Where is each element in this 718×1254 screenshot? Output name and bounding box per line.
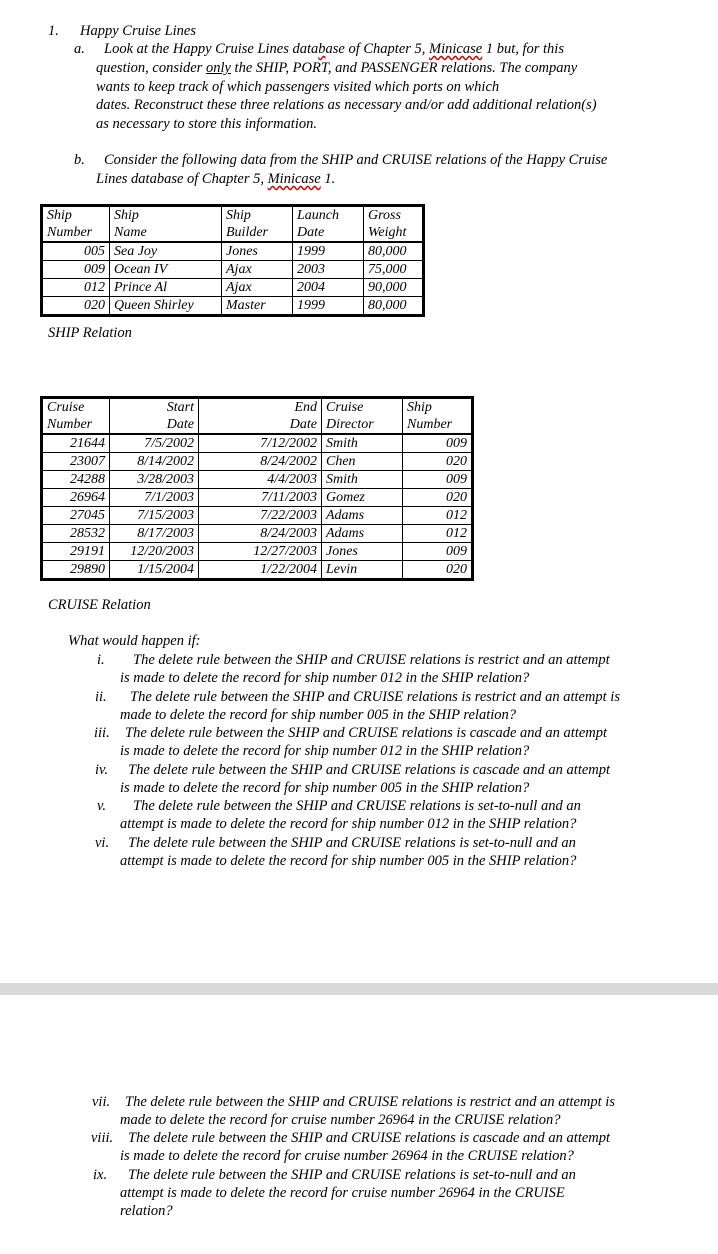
start-date-cell: 12/20/2003 <box>110 543 199 561</box>
ship-number-cell: 009 <box>43 261 110 279</box>
ship-builder-cell: Ajax <box>222 279 293 297</box>
table-row <box>43 525 472 543</box>
cruise-number-cell: 29191 <box>43 543 110 561</box>
ship-builder-cell: Ajax <box>222 261 293 279</box>
ship-number-cell: 012 <box>403 525 472 543</box>
ship-header-cell: Ship Number <box>43 207 110 243</box>
gross-weight-cell: 80,000 <box>364 242 423 261</box>
question-line: The delete rule between the SHIP and CRUISE relations is restrict and an attempt is <box>130 689 620 705</box>
table-row <box>43 471 472 489</box>
cruise-header-cell: Ship Number <box>403 399 472 435</box>
gross-weight-cell: 80,000 <box>364 297 423 315</box>
end-date-cell: 7/11/2003 <box>199 489 322 507</box>
cruise-header-cell: End Date <box>199 399 322 435</box>
question-line: made to delete the record for ship number 005 in the SHIP relation? <box>120 707 517 723</box>
ship-header-cell: Ship Name <box>110 207 222 243</box>
start-date-cell: 8/17/2003 <box>110 525 199 543</box>
cruise-number-cell: 27045 <box>43 507 110 525</box>
ship-table-header <box>43 207 423 243</box>
cruise-header-cell: Cruise Number <box>43 399 110 435</box>
table-row <box>43 489 472 507</box>
page-separator <box>0 983 718 995</box>
table-row <box>43 279 423 297</box>
cruise-director-cell: Jones <box>322 543 403 561</box>
end-date-cell: 12/27/2003 <box>199 543 322 561</box>
start-date-cell: 7/1/2003 <box>110 489 199 507</box>
ship-header-cell: Launch Date <box>293 207 364 243</box>
question-line: The delete rule between the SHIP and CRUISE relations is cascade and an attempt <box>128 1130 611 1146</box>
start-date-cell: 7/5/2002 <box>110 434 199 453</box>
end-date-cell: 7/22/2003 <box>199 507 322 525</box>
ship-header-cell: Ship Builder <box>222 207 293 243</box>
question-line: is made to delete the record for ship number 005 in the SHIP relation? <box>120 780 530 796</box>
cruise-table-header <box>43 399 472 435</box>
question-label: i. <box>97 652 105 668</box>
cruise-table <box>42 398 472 579</box>
cruise-director-cell: Smith <box>322 471 403 489</box>
ship-table <box>42 206 423 315</box>
ship-number-cell: 005 <box>43 242 110 261</box>
question-label: v. <box>97 798 106 814</box>
ship-name-cell: Sea Joy <box>110 242 222 261</box>
ship-number-cell: 009 <box>403 471 472 489</box>
cruise-director-cell: Gomez <box>322 489 403 507</box>
part-b-label: b. <box>74 152 85 168</box>
ship-name-cell: Queen Shirley <box>110 297 222 315</box>
cruise-director-cell: Smith <box>322 434 403 453</box>
cruise-number-cell: 28532 <box>43 525 110 543</box>
ship-header-cell: Gross Weight <box>364 207 423 243</box>
launch-date-cell: 2004 <box>293 279 364 297</box>
table-row <box>43 507 472 525</box>
part-a-line-5: as necessary to store this information. <box>96 116 317 132</box>
question-line: The delete rule between the SHIP and CRUISE relations is cascade and an attempt <box>125 725 608 741</box>
part-a-line-2: question, consider only the SHIP, PORT, and PASSENGER relations. The company <box>96 60 578 76</box>
cruise-table-caption: CRUISE Relation <box>48 597 151 613</box>
question-line: The delete rule between the SHIP and CRUISE relations is set-to-null and an <box>133 798 581 814</box>
question-label: iii. <box>94 725 110 741</box>
question-label: viii. <box>91 1130 114 1146</box>
ship-number-cell: 020 <box>43 297 110 315</box>
cruise-director-cell: Chen <box>322 453 403 471</box>
gross-weight-cell: 90,000 <box>364 279 423 297</box>
question-label: iv. <box>95 762 109 778</box>
ship-name-cell: Prince Al <box>110 279 222 297</box>
launch-date-cell: 1999 <box>293 242 364 261</box>
ship-number-cell: 012 <box>43 279 110 297</box>
part-b-line-1: Consider the following data from the SHIP and CRUISE relations of the Happy Cruise <box>104 152 608 168</box>
ship-number-cell: 020 <box>403 561 472 579</box>
table-row <box>43 261 423 279</box>
table-row <box>43 453 472 471</box>
end-date-cell: 7/12/2002 <box>199 434 322 453</box>
question-line: is made to delete the record for cruise number 26964 in the CRUISE relation? <box>120 1148 574 1164</box>
start-date-cell: 3/28/2003 <box>110 471 199 489</box>
question-line: relation? <box>120 1203 173 1219</box>
ship-number-cell: 020 <box>403 489 472 507</box>
ship-number-cell: 020 <box>403 453 472 471</box>
ship-table-caption: SHIP Relation <box>48 325 132 341</box>
end-date-cell: 8/24/2002 <box>199 453 322 471</box>
part-a-label: a. <box>74 41 85 57</box>
question-line: The delete rule between the SHIP and CRUISE relations is restrict and an attempt is <box>125 1094 615 1110</box>
question-label: ix. <box>93 1167 108 1183</box>
table-row <box>43 242 423 261</box>
table-row <box>43 434 472 453</box>
start-date-cell: 8/14/2002 <box>110 453 199 471</box>
cruise-header-cell: Cruise Director <box>322 399 403 435</box>
table-row <box>43 561 472 579</box>
start-date-cell: 1/15/2004 <box>110 561 199 579</box>
end-date-cell: 1/22/2004 <box>199 561 322 579</box>
ship-builder-cell: Jones <box>222 242 293 261</box>
question-line: is made to delete the record for ship number 012 in the SHIP relation? <box>120 743 530 759</box>
start-date-cell: 7/15/2003 <box>110 507 199 525</box>
question-line: is made to delete the record for ship number 012 in the SHIP relation? <box>120 670 530 686</box>
cruise-number-cell: 26964 <box>43 489 110 507</box>
question-line: The delete rule between the SHIP and CRUISE relations is set-to-null and an <box>128 835 576 851</box>
cruise-director-cell: Adams <box>322 507 403 525</box>
question-line: attempt is made to delete the record for ship number 012 in the SHIP relation? <box>120 816 577 832</box>
question-line: The delete rule between the SHIP and CRUISE relations is set-to-null and an <box>128 1167 576 1183</box>
questions-intro: What would happen if: <box>68 633 201 649</box>
question-label: vi. <box>95 835 110 851</box>
gross-weight-cell: 75,000 <box>364 261 423 279</box>
ship-name-cell: Ocean IV <box>110 261 222 279</box>
cruise-director-cell: Levin <box>322 561 403 579</box>
question-line: The delete rule between the SHIP and CRUISE relations is restrict and an attempt <box>133 652 610 668</box>
part-a-line-1: Look at the Happy Cruise Lines database of Chapter 5, Minicase 1 but, for this <box>104 41 564 57</box>
question-number: 1. <box>48 23 59 39</box>
question-line: attempt is made to delete the record for ship number 005 in the SHIP relation? <box>120 853 577 869</box>
launch-date-cell: 1999 <box>293 297 364 315</box>
cruise-header-cell: Start Date <box>110 399 199 435</box>
end-date-cell: 4/4/2003 <box>199 471 322 489</box>
question-line: The delete rule between the SHIP and CRUISE relations is cascade and an attempt <box>128 762 611 778</box>
part-b-line-2: Lines database of Chapter 5, Minicase 1. <box>96 171 336 187</box>
question-line: made to delete the record for cruise number 26964 in the CRUISE relation? <box>120 1112 561 1128</box>
cruise-number-cell: 21644 <box>43 434 110 453</box>
ship-number-cell: 012 <box>403 507 472 525</box>
question-label: ii. <box>95 689 107 705</box>
launch-date-cell: 2003 <box>293 261 364 279</box>
table-row <box>43 297 423 315</box>
ship-number-cell: 009 <box>403 543 472 561</box>
end-date-cell: 8/24/2003 <box>199 525 322 543</box>
cruise-number-cell: 23007 <box>43 453 110 471</box>
cruise-director-cell: Adams <box>322 525 403 543</box>
cruise-number-cell: 29890 <box>43 561 110 579</box>
ship-builder-cell: Master <box>222 297 293 315</box>
cruise-number-cell: 24288 <box>43 471 110 489</box>
part-a-line-3: wants to keep track of which passengers visited which ports on which <box>96 79 500 95</box>
part-a-line-4: dates. Reconstruct these three relations as necessary and/or add additional relation(s) <box>96 97 597 113</box>
question-label: vii. <box>92 1094 111 1110</box>
table-row <box>43 543 472 561</box>
ship-number-cell: 009 <box>403 434 472 453</box>
question-title: Happy Cruise Lines <box>80 23 196 39</box>
question-line: attempt is made to delete the record for cruise number 26964 in the CRUISE <box>120 1185 565 1201</box>
